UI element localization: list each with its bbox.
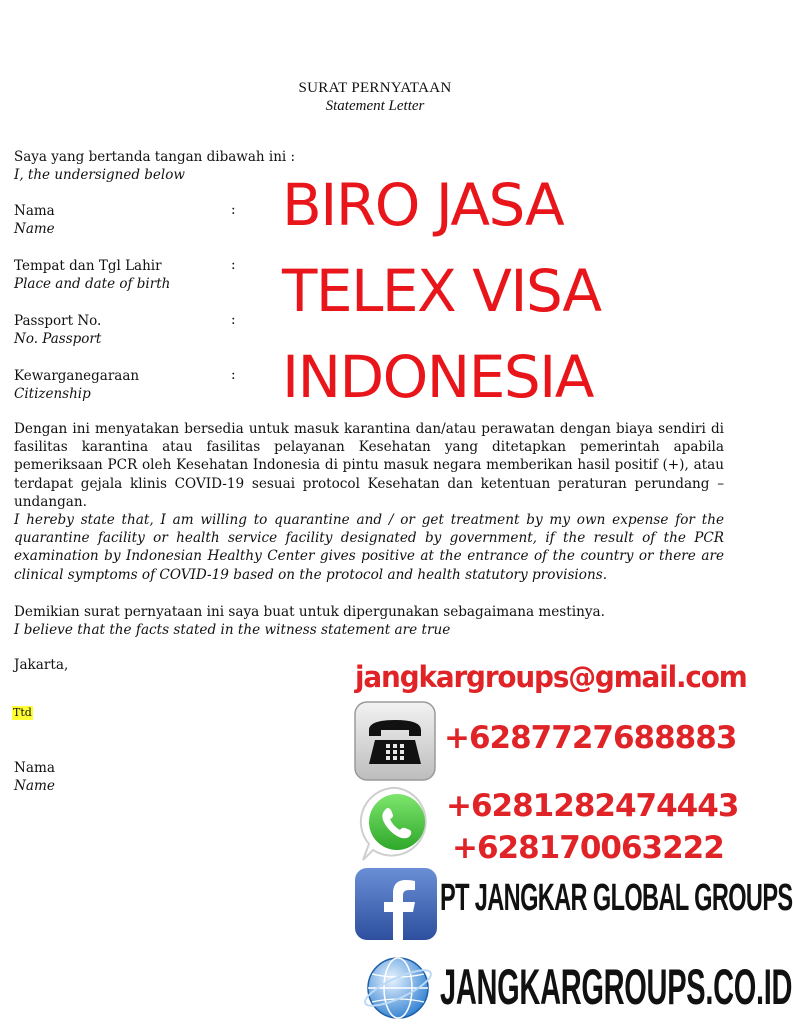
field-citizenship-label: Kewarganegaraan	[14, 368, 140, 384]
document-title-block	[0, 80, 750, 115]
signature-place: Jakarta,	[14, 657, 69, 673]
field-citizenship	[14, 367, 139, 403]
document-subtitle: Statement Letter	[325, 98, 425, 114]
field-passport	[14, 312, 101, 348]
watermark-line-2: TELEX VISA	[282, 257, 601, 325]
closing-line-id: Demikian surat pernyataan ini saya buat untuk dipergunakan sebagaimana mestinya.	[14, 604, 605, 620]
whatsapp-icon	[355, 782, 439, 866]
statement-paragraph-en: I hereby state that, I am willing to quarantine and / or get treatment by my own expense for the quarantine facility or health service facility designated by government, if the result of the PCR examination by Indonesian Healthy Center gives positive at the entrance of the country or there are clinical symptoms of COVID-19 based on the protocol and health statutory provisions.	[14, 512, 724, 583]
advert-phone-whatsapp-1: +6281282474443	[446, 788, 739, 824]
field-birth	[14, 257, 170, 293]
advert-company: PT JANGKAR GLOBAL GROUPS	[440, 877, 793, 919]
signature-ttd-highlight: Ttd	[13, 706, 32, 719]
document-title: SURAT PERNYATAAN	[298, 80, 452, 96]
field-name-label-en: Name	[14, 221, 55, 237]
field-passport-label: Passport No.	[14, 313, 102, 329]
field-name-colon: :	[231, 202, 236, 218]
telephone-icon	[353, 700, 437, 782]
intro-text	[14, 148, 295, 184]
facebook-icon	[353, 866, 439, 942]
field-birth-label: Tempat dan Tgl Lahir	[14, 258, 162, 274]
advert-phone-whatsapp-2: +628170063222	[452, 830, 724, 866]
closing-line-en: I believe that the facts stated in the witness statement are true	[14, 622, 451, 638]
signature-name-label: Nama	[14, 760, 55, 776]
advert-phone-landline: +6287727688883	[444, 720, 737, 756]
field-birth-colon: :	[231, 257, 236, 273]
field-birth-label-en: Place and date of birth	[14, 276, 171, 292]
signature-name-label-en: Name	[14, 778, 55, 794]
field-passport-label-en: No. Passport	[14, 331, 102, 347]
field-name-label: Nama	[14, 203, 55, 219]
advert-website: JANGKARGROUPS.CO.ID	[440, 959, 793, 1015]
field-citizenship-colon: :	[231, 367, 236, 383]
globe-icon	[360, 950, 436, 1026]
field-passport-colon: :	[231, 312, 236, 328]
watermark-line-3: INDONESIA	[282, 343, 593, 411]
field-citizenship-label-en: Citizenship	[14, 386, 91, 402]
intro-line-en: I, the undersigned below	[14, 167, 185, 183]
advert-email: jangkargroups@gmail.com	[355, 660, 747, 694]
watermark-line-1: BIRO JASA	[282, 171, 564, 239]
intro-line-id: Saya yang bertanda tangan dibawah ini :	[14, 149, 296, 165]
field-name	[14, 202, 55, 238]
statement-paragraph-id: Dengan ini menyatakan bersedia untuk masuk karantina dan/atau perawatan dengan biaya sendiri di fasilitas karantina atau fasilitas pelayanan Kesehatan yang ditetapkan pemerintah apabila pemeriksaan PCR oleh Kesehatan Indonesia di pintu masuk negara memberikan hasil positif (+), atau terdapat gejala klinis COVID-19 sesuai protocol Kesehatan dan ketentuan peraturan perundang – undangan.	[14, 421, 724, 510]
